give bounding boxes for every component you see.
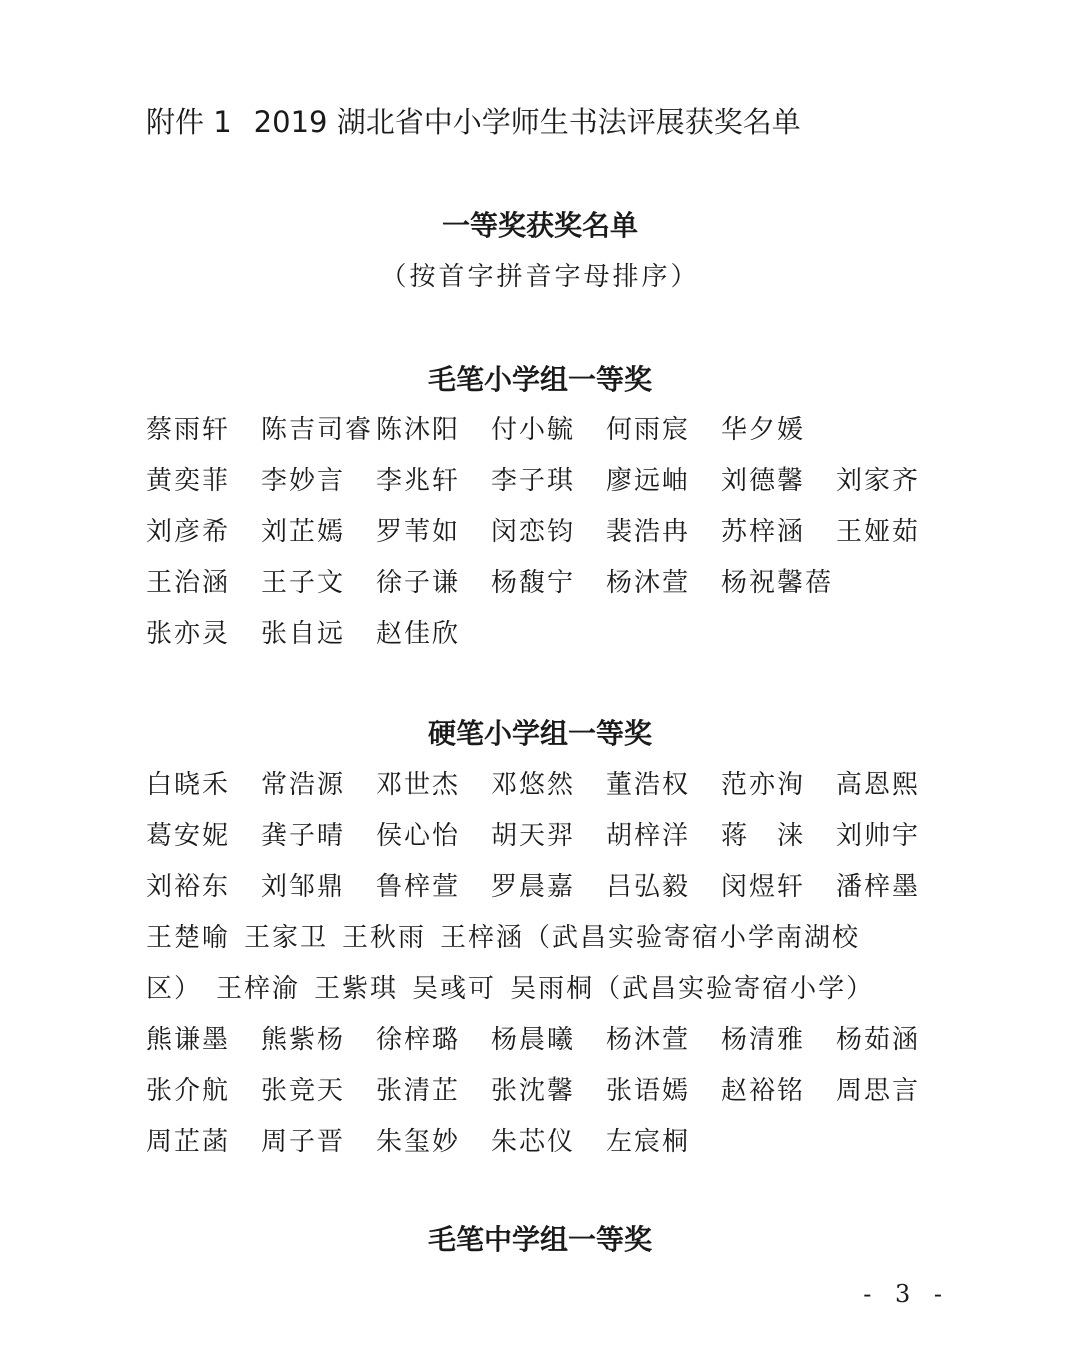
winner-name: 杨清雅 <box>721 1025 806 1055</box>
winner-name: 胡梓洋 <box>606 821 691 851</box>
winner-name: 刘彦希 <box>146 517 231 547</box>
winner-name: 周芷菡 <box>146 1127 231 1157</box>
winner-name: 吴雨桐（武昌实验寄宿小学） <box>510 974 875 1004</box>
winner-name: 李兆轩 <box>376 466 461 496</box>
name-row <box>146 859 936 910</box>
winner-name: 胡天羿 <box>491 821 576 851</box>
winner-name: 赵佳欣 <box>376 619 461 649</box>
name-row <box>146 402 936 453</box>
winner-name: 高恩熙 <box>836 770 921 800</box>
winner-name: 王治涵 <box>146 568 231 598</box>
winner-name: 刘邹鼎 <box>261 872 346 902</box>
winner-name: 黄奕菲 <box>146 466 231 496</box>
winner-name: 周思言 <box>836 1076 921 1106</box>
winner-name: 董浩权 <box>606 770 691 800</box>
sort-note: （按首字拼音字母排序） <box>380 262 700 292</box>
name-list-pen-primary <box>146 757 936 1165</box>
winner-name: 蔡雨轩 <box>146 415 231 445</box>
winner-name: 杨馥宁 <box>491 568 576 598</box>
winner-name: 张自远 <box>261 619 346 649</box>
name-row <box>146 453 936 504</box>
winner-name: 潘梓墨 <box>836 872 921 902</box>
winner-name: 葛安妮 <box>146 821 231 851</box>
page-number: - 3 - <box>863 1280 950 1308</box>
winner-name: 朱芯仪 <box>491 1127 576 1157</box>
name-row <box>146 1063 936 1114</box>
name-row <box>146 555 936 606</box>
winner-name: 王楚喻 <box>146 923 231 953</box>
name-row <box>146 808 936 859</box>
winner-name: 杨沐萱 <box>606 568 691 598</box>
winner-name: 刘德馨 <box>721 466 806 496</box>
winner-name: 杨晨曦 <box>491 1025 576 1055</box>
name-row <box>146 504 936 555</box>
winner-name: 吕弘毅 <box>606 872 691 902</box>
winner-name: 徐梓璐 <box>376 1025 461 1055</box>
winner-name: 刘家齐 <box>836 466 921 496</box>
name-row <box>146 1114 936 1165</box>
winner-name: 付小毓 <box>491 415 576 445</box>
name-row <box>146 961 936 1012</box>
winner-name: 熊紫杨 <box>261 1025 346 1055</box>
winner-name: 杨茹涵 <box>836 1025 921 1055</box>
winner-name: 刘芷嫣 <box>261 517 346 547</box>
winner-name: 何雨宸 <box>606 415 691 445</box>
winner-name: 王梓渝 <box>216 974 301 1004</box>
winner-name: 张介航 <box>146 1076 231 1106</box>
winner-name: 朱玺妙 <box>376 1127 461 1157</box>
winner-name: 王家卫 <box>244 923 329 953</box>
winner-name: 张语嫣 <box>606 1076 691 1106</box>
winner-name: 左宸桐 <box>606 1127 691 1157</box>
winner-name: 龚子晴 <box>261 821 346 851</box>
winner-name: 邓悠然 <box>491 770 576 800</box>
winner-name: 区） <box>146 974 203 1004</box>
winner-name: 王秋雨 <box>342 923 427 953</box>
winner-name: 李子琪 <box>491 466 576 496</box>
winner-name: 刘裕东 <box>146 872 231 902</box>
document-title <box>146 100 801 141</box>
name-list-brush-primary <box>146 402 936 657</box>
name-row <box>146 606 936 657</box>
winner-name: 王紫琪 <box>314 974 399 1004</box>
winner-name: 苏梓涵 <box>721 517 806 547</box>
winner-name: 徐子谦 <box>376 568 461 598</box>
winner-name: 陈吉司睿 <box>261 415 374 445</box>
winner-name: 闵煜轩 <box>721 872 806 902</box>
winner-name: 赵裕铭 <box>721 1076 806 1106</box>
winner-name: 罗苇如 <box>376 517 461 547</box>
winner-name: 闵恋钧 <box>491 517 576 547</box>
winner-name: 廖远岫 <box>606 466 691 496</box>
winner-name: 裴浩冉 <box>606 517 691 547</box>
winner-name: 张清芷 <box>376 1076 461 1106</box>
winner-name: 罗晨嘉 <box>491 872 576 902</box>
name-row <box>146 910 936 961</box>
attachment-label: 附件 1 <box>146 105 232 139</box>
winner-name: 杨祝馨蓓 <box>721 568 834 598</box>
section-heading-pen-primary: 硬笔小学组一等奖 <box>427 717 652 750</box>
winner-name: 吴彧可 <box>412 974 497 1004</box>
winner-name: 范亦洵 <box>721 770 806 800</box>
winner-name: 鲁梓萱 <box>376 872 461 902</box>
winner-name: 张亦灵 <box>146 619 231 649</box>
winner-name: 华夕媛 <box>721 415 806 445</box>
winner-name: 刘帅宇 <box>836 821 921 851</box>
winner-name: 李妙言 <box>261 466 346 496</box>
document-title-text: 2019 湖北省中小学师生书法评展获奖名单 <box>253 105 801 139</box>
winner-name: 张沈馨 <box>491 1076 576 1106</box>
winner-name: 王娅茹 <box>836 517 921 547</box>
section-heading-brush-primary: 毛笔小学组一等奖 <box>427 363 652 396</box>
winner-name: 常浩源 <box>261 770 346 800</box>
name-row <box>146 757 936 808</box>
winner-name: 侯心怡 <box>376 821 461 851</box>
section-heading-brush-middle: 毛笔中学组一等奖 <box>427 1223 652 1256</box>
winner-name: 白晓禾 <box>146 770 231 800</box>
winner-name: 王子文 <box>261 568 346 598</box>
winner-name: 王梓涵（武昌实验寄宿小学南湖校 <box>440 923 861 953</box>
winner-name: 邓世杰 <box>376 770 461 800</box>
name-row <box>146 1012 936 1063</box>
winner-name: 张竞天 <box>261 1076 346 1106</box>
winner-name: 熊谦墨 <box>146 1025 231 1055</box>
winner-name: 蒋 涞 <box>721 821 806 851</box>
winner-name: 陈沐阳 <box>376 415 461 445</box>
award-list-heading: 一等奖获奖名单 <box>441 209 638 242</box>
winner-name: 周子晋 <box>261 1127 346 1157</box>
winner-name: 杨沐萱 <box>606 1025 691 1055</box>
